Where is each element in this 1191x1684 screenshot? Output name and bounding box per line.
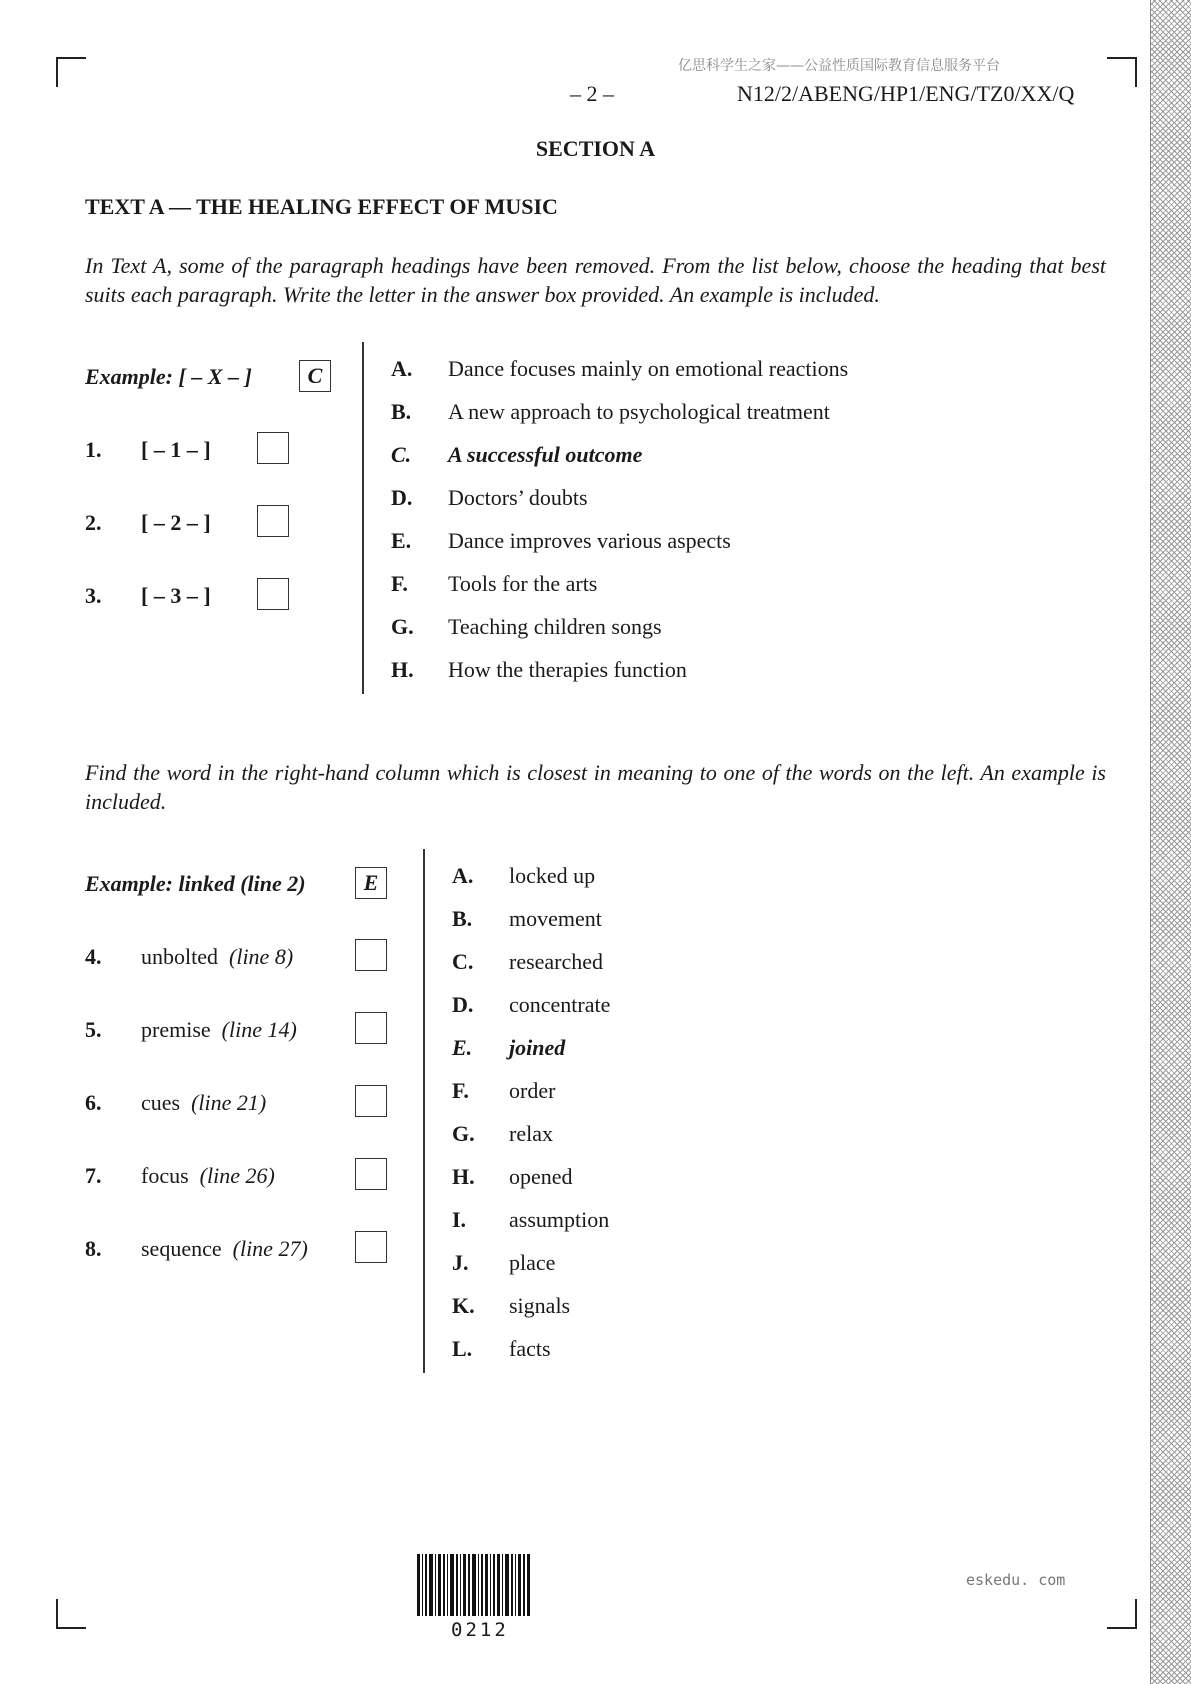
question-word: cues: [141, 1090, 181, 1115]
option-text: order: [509, 1078, 556, 1103]
answer-box-7[interactable]: [355, 1158, 387, 1190]
part1-divider: [362, 342, 364, 694]
option-text: Doctors’ doubts: [448, 485, 588, 510]
option-letter: G.: [391, 614, 414, 639]
part2-example-label: Example: linked (line 2): [85, 871, 306, 896]
hatched-margin: [1150, 0, 1191, 1684]
option-text: A new approach to psychological treatment: [448, 399, 830, 424]
question-word: sequence: [141, 1236, 222, 1261]
part2-instructions: Find the word in the right-hand column which is closest in meaning to one of the words on the left. An example is included.: [85, 760, 1106, 814]
option-letter: G.: [452, 1121, 475, 1146]
line-reference: (line 27): [232, 1236, 308, 1261]
option-text: assumption: [509, 1207, 610, 1232]
option-text-example: joined: [509, 1035, 566, 1060]
question-word-row: [141, 1017, 297, 1043]
option-letter: D.: [452, 992, 474, 1017]
section-title: SECTION A: [535, 136, 656, 161]
option-letter: H.: [452, 1164, 475, 1189]
question-word-row: [141, 1163, 275, 1189]
option-text: locked up: [509, 863, 596, 888]
option-letter: E.: [391, 528, 412, 553]
question-number: 2.: [85, 510, 102, 535]
question-word: focus: [141, 1163, 189, 1188]
option-letter: F.: [452, 1078, 469, 1103]
question-gap: [ – 1 – ]: [141, 437, 211, 462]
line-reference: (line 26): [199, 1163, 275, 1188]
question-word-row: [141, 1236, 308, 1262]
option-text: place: [509, 1250, 556, 1275]
question-word-row: [141, 1090, 266, 1116]
line-reference: (line 14): [221, 1017, 297, 1042]
text-title: TEXT A — THE HEALING EFFECT OF MUSIC: [85, 194, 558, 219]
option-text: Teaching children songs: [448, 614, 662, 639]
option-letter: A.: [391, 356, 413, 381]
question-word-row: [141, 944, 293, 970]
answer-box-5[interactable]: [355, 1012, 387, 1044]
option-letter: B.: [391, 399, 412, 424]
option-text: How the therapies function: [448, 657, 687, 682]
question-number: 5.: [85, 1017, 102, 1042]
answer-box-1[interactable]: [257, 432, 289, 464]
option-text: Tools for the arts: [448, 571, 598, 596]
line-reference: (line 8): [229, 944, 294, 969]
line-reference: (line 21): [191, 1090, 267, 1115]
option-letter: C.: [452, 949, 474, 974]
crop-mark-top-right: [1107, 57, 1137, 87]
answer-box-2[interactable]: [257, 505, 289, 537]
option-text-example: A successful outcome: [448, 442, 643, 467]
crop-mark-bottom-left: [56, 1599, 86, 1629]
paper-code: N12/2/ABENG/HP1/ENG/TZ0/XX/Q: [737, 81, 1075, 106]
answer-box-4[interactable]: [355, 939, 387, 971]
question-number: 8.: [85, 1236, 102, 1261]
question-word: premise: [141, 1017, 211, 1042]
crop-mark-top-left: [56, 57, 86, 87]
question-gap: [ – 3 – ]: [141, 583, 211, 608]
question-number: 6.: [85, 1090, 102, 1115]
option-letter: B.: [452, 906, 473, 931]
part2-divider: [423, 849, 425, 1373]
part2-example-answer-box: E: [355, 867, 387, 899]
option-text: researched: [509, 949, 604, 974]
watermark: 亿思科学生之家——公益性质国际教育信息服务平台: [678, 58, 1000, 74]
question-number: 7.: [85, 1163, 102, 1188]
part1-example-answer-box: C: [299, 360, 331, 392]
option-text: facts: [509, 1336, 551, 1361]
question-number: 4.: [85, 944, 102, 969]
option-letter: A.: [452, 863, 474, 888]
answer-box-3[interactable]: [257, 578, 289, 610]
option-text: Dance focuses mainly on emotional reactions: [448, 356, 849, 381]
barcode-number: 0212: [451, 1619, 509, 1641]
option-letter: D.: [391, 485, 413, 510]
option-text: concentrate: [509, 992, 611, 1017]
part1-example-label: Example: [ – X – ]: [85, 364, 252, 389]
option-letter: H.: [391, 657, 414, 682]
crop-mark-bottom-right: [1107, 1599, 1137, 1629]
question-number: 3.: [85, 583, 102, 608]
question-number: 1.: [85, 437, 102, 462]
option-text: Dance improves various aspects: [448, 528, 731, 553]
option-letter: C.: [391, 442, 412, 467]
option-letter: E.: [452, 1035, 473, 1060]
option-text: movement: [509, 906, 602, 931]
question-gap: [ – 2 – ]: [141, 510, 211, 535]
page-number: – 2 –: [570, 81, 614, 106]
option-letter: F.: [391, 571, 408, 596]
barcode: [417, 1554, 547, 1616]
part1-instructions: In Text A, some of the paragraph headings have been removed. From the list below, choose the heading that best suits each paragraph. Write the letter in the answer box provided. An example is included.: [85, 253, 1106, 307]
answer-box-8[interactable]: [355, 1231, 387, 1263]
answer-box-6[interactable]: [355, 1085, 387, 1117]
option-text: relax: [509, 1121, 553, 1146]
site-watermark: eskedu. com: [966, 1571, 1066, 1589]
option-letter: K.: [452, 1293, 475, 1318]
question-word: unbolted: [141, 944, 218, 969]
option-letter: J.: [452, 1250, 469, 1275]
option-letter: I.: [452, 1207, 467, 1232]
option-letter: L.: [452, 1336, 473, 1361]
option-text: signals: [509, 1293, 571, 1318]
option-text: opened: [509, 1164, 573, 1189]
